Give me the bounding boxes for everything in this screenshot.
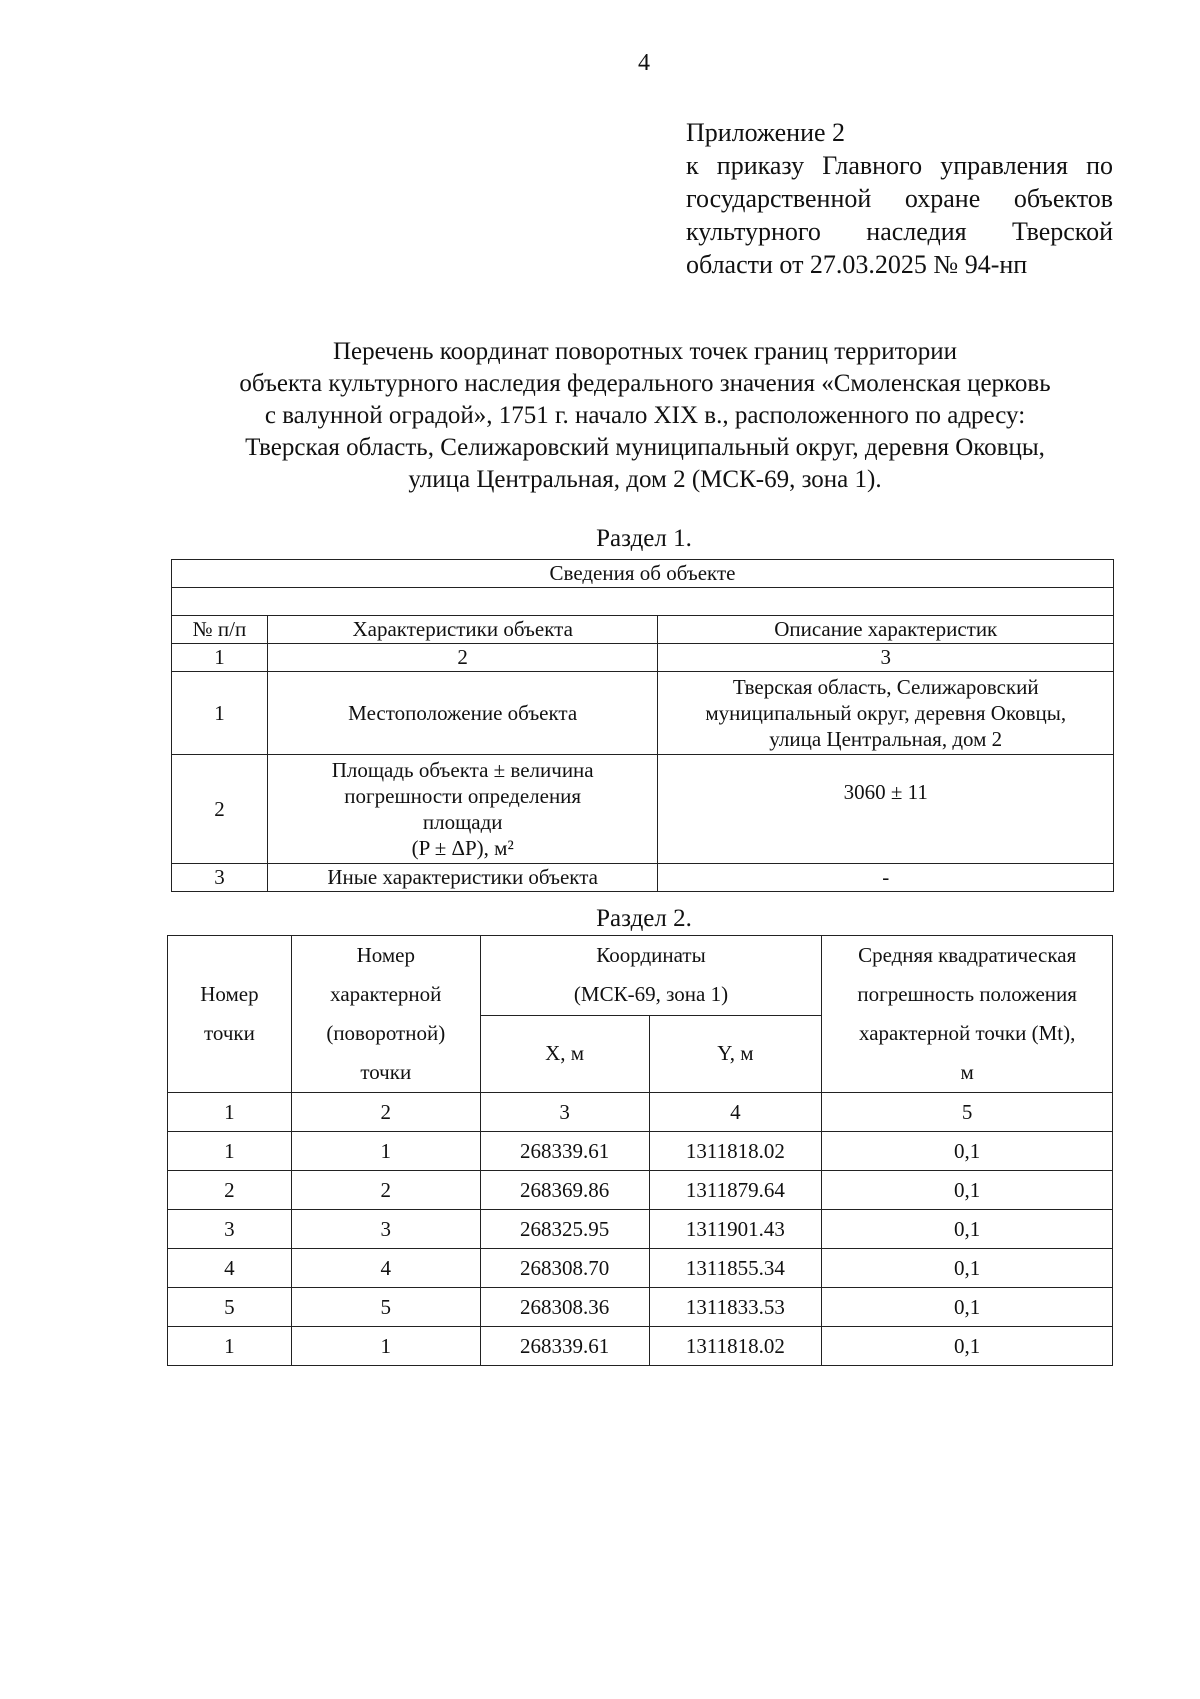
- cell-char-point: 4: [291, 1249, 480, 1288]
- cell-error: 0,1: [822, 1249, 1113, 1288]
- cell-x: 268339.61: [480, 1327, 649, 1366]
- header-x: X, м: [480, 1015, 649, 1093]
- characteristic-cell: Иные характеристики объекта: [267, 864, 658, 892]
- header-cell: Характеристики объекта: [267, 616, 658, 644]
- column-number: 2: [267, 644, 658, 672]
- description-cell: -: [658, 864, 1114, 892]
- header-error: Средняя квадратическая погрешность положения характерной точки (Mt), м: [822, 936, 1113, 1093]
- title-line: с валунной оградой», 1751 г. начало XIX в., расположенного по адресу:: [264, 402, 1026, 429]
- section2-heading: Раздел 2.: [596, 905, 692, 932]
- appendix-line: культурного наследия Тверской: [686, 217, 1113, 246]
- appendix-title: Приложение 2: [686, 118, 846, 147]
- header-y: Y, м: [649, 1015, 822, 1093]
- cell-y: 1311818.02: [649, 1327, 822, 1366]
- cell-point: 2: [168, 1171, 292, 1210]
- cell-char-point: 1: [291, 1132, 480, 1171]
- title-line: Перечень координат поворотных точек границ территории: [332, 338, 957, 365]
- cell-x: 268308.70: [480, 1249, 649, 1288]
- cell-y: 1311818.02: [649, 1132, 822, 1171]
- section1-heading: Раздел 1.: [596, 525, 692, 552]
- description-cell: 3060 ± 11: [658, 755, 1114, 864]
- appendix-block: [686, 116, 1113, 281]
- cell-char-point: 1: [291, 1327, 480, 1366]
- table-row: [168, 1132, 1113, 1171]
- appendix-line: государственной охране объектов: [686, 184, 1113, 213]
- row-number: 1: [172, 672, 268, 755]
- header-coordinates: Координаты (МСК-69, зона 1): [480, 936, 822, 1016]
- cell-x: 268308.36: [480, 1288, 649, 1327]
- column-number: 4: [649, 1093, 822, 1132]
- cell-x: 268339.61: [480, 1132, 649, 1171]
- title-line: объекта культурного наследия федерального значения «Смоленская церковь: [239, 370, 1051, 397]
- cell-x: 268325.95: [480, 1210, 649, 1249]
- document-title: [150, 336, 1140, 496]
- coordinates-table: [167, 935, 1113, 1366]
- cell-point: 1: [168, 1327, 292, 1366]
- empty-row: [172, 588, 1114, 616]
- cell-point: 1: [168, 1132, 292, 1171]
- title-line: Тверская область, Селижаровский муниципальный округ, деревня Оковцы,: [245, 434, 1045, 461]
- cell-char-point: 2: [291, 1171, 480, 1210]
- cell-point: 5: [168, 1288, 292, 1327]
- cell-error: 0,1: [822, 1288, 1113, 1327]
- object-info-table: [171, 559, 1114, 892]
- header-cell: № п/п: [172, 616, 268, 644]
- table-row: [168, 1171, 1113, 1210]
- column-number: 5: [822, 1093, 1113, 1132]
- cell-error: 0,1: [822, 1327, 1113, 1366]
- row-number: 2: [172, 755, 268, 864]
- cell-error: 0,1: [822, 1210, 1113, 1249]
- cell-y: 1311879.64: [649, 1171, 822, 1210]
- column-number: 3: [658, 644, 1114, 672]
- column-number: 3: [480, 1093, 649, 1132]
- table-row: [172, 864, 1114, 892]
- appendix-line: к приказу Главного управления по: [686, 151, 1113, 180]
- table-row: [168, 1249, 1113, 1288]
- header-cell: Описание характеристик: [658, 616, 1114, 644]
- appendix-line: области от 27.03.2025 № 94-нп: [686, 250, 1028, 279]
- table-row: [172, 755, 1114, 864]
- cell-error: 0,1: [822, 1171, 1113, 1210]
- table-caption: Сведения об объекте: [172, 560, 1114, 588]
- header-point-number: Номер точки: [168, 936, 292, 1093]
- cell-char-point: 3: [291, 1210, 480, 1249]
- title-line: улица Центральная, дом 2 (МСК-69, зона 1).: [408, 466, 882, 493]
- cell-point: 4: [168, 1249, 292, 1288]
- cell-y: 1311901.43: [649, 1210, 822, 1249]
- cell-char-point: 5: [291, 1288, 480, 1327]
- column-number: 2: [291, 1093, 480, 1132]
- header-char-point: Номер характерной (поворотной) точки: [291, 936, 480, 1093]
- cell-x: 268369.86: [480, 1171, 649, 1210]
- table-row: [168, 1327, 1113, 1366]
- description-cell: Тверская область, Селижаровский муниципальный округ, деревня Оковцы, улица Центральная, дом 2: [658, 672, 1114, 755]
- table-row: [168, 1210, 1113, 1249]
- table-row: [172, 672, 1114, 755]
- column-number: 1: [168, 1093, 292, 1132]
- cell-y: 1311855.34: [649, 1249, 822, 1288]
- page-number: 4: [638, 50, 650, 76]
- cell-point: 3: [168, 1210, 292, 1249]
- characteristic-cell: Площадь объекта ± величина погрешности определения площади (P ± ΔP), м²: [267, 755, 658, 864]
- table-row: [168, 1288, 1113, 1327]
- column-number: 1: [172, 644, 268, 672]
- characteristic-cell: Местоположение объекта: [267, 672, 658, 755]
- cell-error: 0,1: [822, 1132, 1113, 1171]
- cell-y: 1311833.53: [649, 1288, 822, 1327]
- row-number: 3: [172, 864, 268, 892]
